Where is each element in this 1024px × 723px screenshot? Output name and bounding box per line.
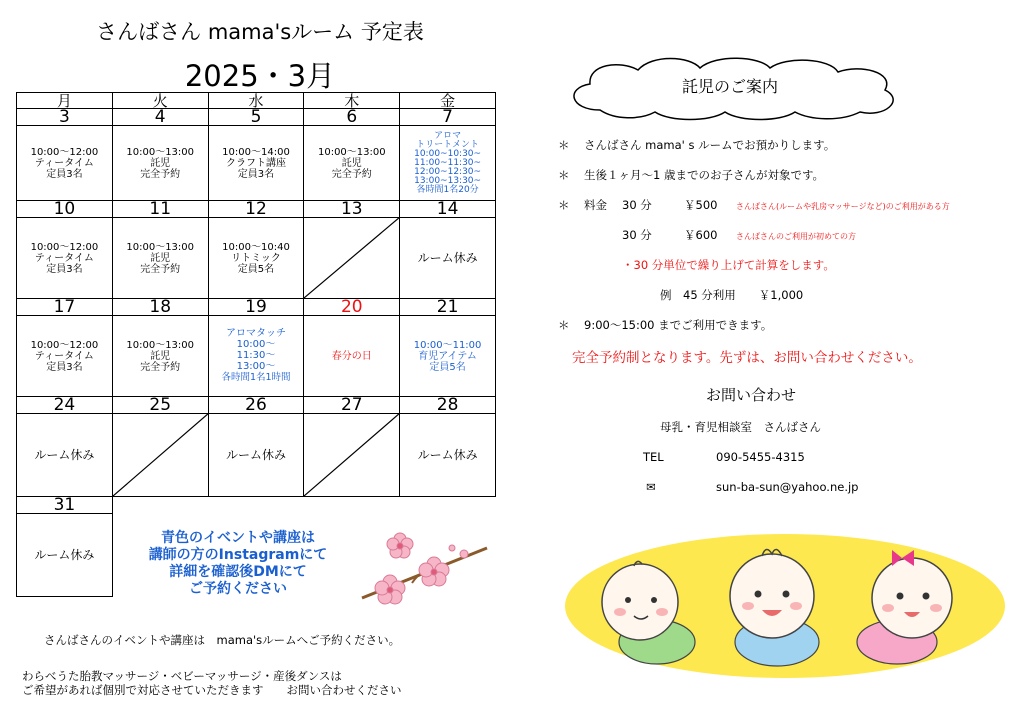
footer-line-3: ご希望があれば個別で対応させていただきます お問い合わせください [22,683,402,697]
fee1-note: さんばさん(ルームや乳房マッサージなど)のご利用がある方 [736,202,950,211]
contact-tel: 090-5455-4315 [716,450,805,464]
date-number-holiday: 20 [304,299,400,316]
fee1-price: ￥500 [684,198,718,212]
page-title: さんばさん mama'sルーム 予定表 [96,20,424,44]
date-number: 6 [304,109,400,126]
contact-org: 母乳・育児相談室 さんばさん [660,420,821,434]
reservation-notice: 完全予約制となります。先ずは、お問い合わせください。 [572,350,922,366]
date-number: 26 [208,397,304,414]
event-cell: 10:00～12:00 ティータイム 定員3名 [17,126,113,201]
mail-icon: ✉ [646,480,656,494]
fee-example: 例 45 分利用 ￥1,000 [660,288,804,302]
date-row [17,201,496,218]
bullet-3: ＊ [558,198,570,212]
weekday-mon: 月 [17,93,113,109]
contact-email: sun-ba-sun@yahoo.ne.jp [716,480,859,494]
fee2-price: ￥600 [684,228,718,242]
event-row [17,316,496,397]
date-row [17,109,496,126]
date-row [17,497,496,514]
empty-cell-slash [304,414,400,497]
event-cell-closed: ルーム休み [17,514,113,597]
childcare-item-2: 生後１ヶ月～1 歳までのお子さんが対象です。 [584,168,825,182]
childcare-item-4: 9:00～15:00 までご利用できます。 [584,318,773,332]
date-number: 19 [208,299,304,316]
date-number: 21 [400,299,496,316]
calendar [16,92,496,597]
empty-cell-slash [304,218,400,299]
event-cell: 10:00～12:00 ティータイム 定員3名 [17,316,113,397]
event-row [17,218,496,299]
date-number: 12 [208,201,304,218]
plum-blossom-illustration [352,528,492,620]
childcare-heading: 託児のご案内 [681,77,778,96]
date-number: 25 [112,397,208,414]
bullet-2: ＊ [558,168,570,182]
date-number: 10 [17,201,113,218]
month-title: 2025・3月 [184,59,336,93]
date-number: 27 [304,397,400,414]
event-cell-aroma-touch: アロマタッチ 10:00～ 11:30～ 13:00～ 各時間1名1時間 [208,316,304,397]
babies-illustration [562,530,1008,680]
event-cell: 10:00～12:00 ティータイム 定員3名 [17,218,113,299]
event-row [17,414,496,497]
date-number: 24 [17,397,113,414]
date-number: 5 [208,109,304,126]
rounding-note: ・30 分単位で繰り上げて計算をします。 [622,258,835,272]
fee2-time: 30 分 [622,228,652,242]
contact-tel-label: TEL [643,450,664,464]
bullet-1: ＊ [558,138,570,152]
event-cell-closed: ルーム休み [400,414,496,497]
fee-label: 料金 [584,198,607,212]
date-number: 14 [400,201,496,218]
childcare-item-1: さんばさん mama' s ルームでお預かりします。 [584,138,836,152]
event-cell: 10:00～11:00 育児アイテム 定員5名 [400,316,496,397]
date-number: 3 [17,109,113,126]
date-row [17,397,496,414]
footer-line-1: さんばさんのイベントや講座は mama'sルームへご予約ください。 [44,633,401,647]
date-number: 7 [400,109,496,126]
fee2-note: さんばさんのご利用が初めての方 [736,232,856,241]
event-cell-closed: ルーム休み [400,218,496,299]
event-cell: 10:00～13:00 託児 完全予約 [304,126,400,201]
date-number: 18 [112,299,208,316]
event-cell: 10:00～13:00 託児 完全予約 [112,126,208,201]
contact-heading: お問い合わせ [706,386,797,404]
event-cell-aroma: アロマ トリートメント 10:00~10:30~ 11:00~11:30~ 12:00~12:30~ 13:00~13:30~ 各時間1名20分 [400,126,496,201]
event-cell: 10:00～10:40 リトミック 定員5名 [208,218,304,299]
date-number: 28 [400,397,496,414]
event-cell-holiday: 春分の日 [304,316,400,397]
date-number: 31 [17,497,113,514]
event-cell-closed: ルーム休み [208,414,304,497]
date-number: 4 [112,109,208,126]
empty-cell-slash [112,414,208,497]
bullet-4: ＊ [558,318,570,332]
footer-line-2: わらべうた胎教マッサージ・ベビーマッサージ・産後ダンスは [22,669,342,683]
date-number: 13 [304,201,400,218]
weekday-thu: 木 [304,93,400,109]
event-cell-closed: ルーム休み [17,414,113,497]
slash-line [304,414,399,496]
weekday-tue: 火 [112,93,208,109]
date-row [17,299,496,316]
fee1-time: 30 分 [622,198,652,212]
event-cell: 10:00～13:00 託児 完全予約 [112,316,208,397]
event-cell: 10:00～14:00 クラフト講座 定員3名 [208,126,304,201]
event-cell: 10:00～13:00 託児 完全予約 [112,218,208,299]
slash-line [304,218,399,298]
weekday-fri: 金 [400,93,496,109]
event-row [17,126,496,201]
calendar-note: 青色のイベントや講座は 講師の方のInstagramにて 詳細を確認後DMにて ご予約ください [148,530,328,597]
weekday-row [17,93,496,109]
date-number: 11 [112,201,208,218]
slash-line [113,414,208,496]
date-number: 17 [17,299,113,316]
weekday-wed: 水 [208,93,304,109]
